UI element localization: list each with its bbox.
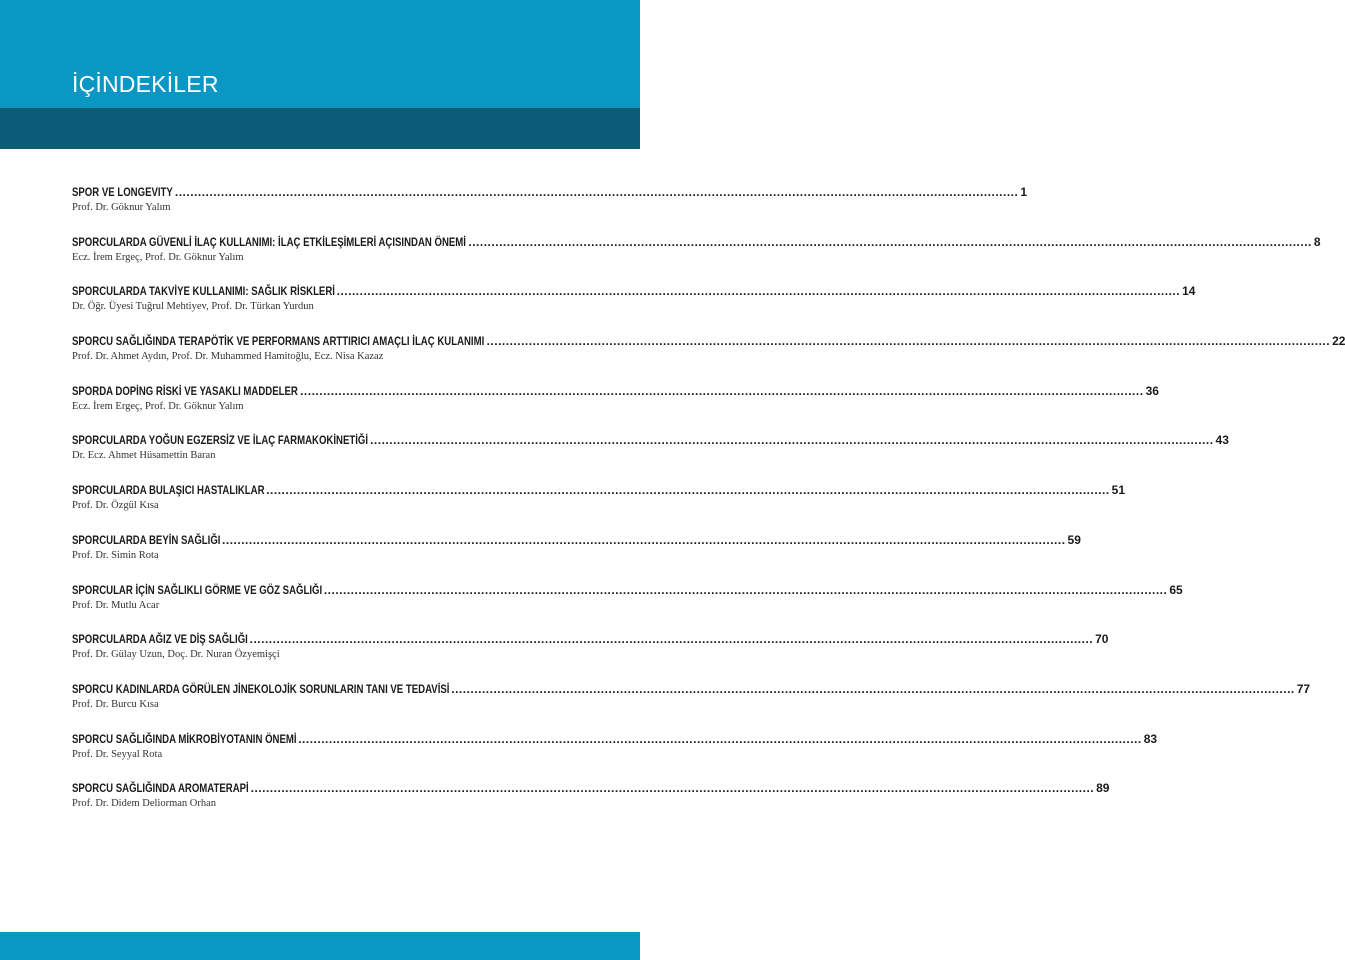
toc-authors: Prof. Dr. Göknur Yalım <box>72 202 171 213</box>
toc-page-number[interactable]: 22 <box>1332 334 1345 349</box>
toc-page-number[interactable]: 36 <box>1145 383 1159 398</box>
toc-dot-leader: ............................................................................................................................................................................................................................ <box>370 433 1214 448</box>
footer-band <box>0 932 640 960</box>
toc-dot-leader: ............................................................................................................................................................................................................................ <box>468 234 1312 249</box>
toc-chapter-title[interactable]: SPOR VE LONGEVITY <box>72 185 173 199</box>
toc-authors: Ecz. İrem Ergeç, Prof. Dr. Göknur Yalım <box>72 400 244 412</box>
toc-entry[interactable] <box>72 432 1229 482</box>
toc-chapter-title[interactable]: SPORCU KADINLARDA GÖRÜLEN JİNEKOLOJİK SORUNLARIN TANI VE TEDAVİSİ <box>72 681 450 696</box>
toc-dot-leader: ............................................................................................................................................................................................................................ <box>250 781 1095 796</box>
toc-authors: Prof. Dr. Mutlu Acar <box>72 599 160 611</box>
toc-chapter-title[interactable]: SPORCULARDA YOĞUN EGZERSİZ VE İLAÇ FARMAKOKİNETİĞİ <box>72 433 369 448</box>
toc-dot-leader: ............................................................................................................................................................................................................................ <box>298 731 1142 746</box>
toc-title-row[interactable] <box>72 780 1110 796</box>
toc-chapter-title[interactable]: SPORCU SAĞLIĞINDA TERAPÖTİK VE PERFORMANS ARTTIRICI AMAÇLI İLAÇ KULANIMI <box>72 334 485 349</box>
toc-entry[interactable] <box>72 482 1126 532</box>
toc-dot-leader: ............................................................................................................................................................................................................................ <box>451 681 1295 696</box>
header-dark-stripe <box>0 108 640 149</box>
toc-page-number[interactable]: 65 <box>1169 582 1183 597</box>
toc-dot-leader: ............................................................................................................................................................................................................................ <box>300 383 1144 398</box>
toc-dot-leader: ............................................................................................................................................................................................................................ <box>323 582 1168 597</box>
toc-title-row[interactable] <box>72 482 1126 498</box>
toc-page-number[interactable]: 59 <box>1067 532 1081 547</box>
toc-page-number[interactable]: 1 <box>1020 185 1028 199</box>
toc-dot-leader: ............................................................................................................................................................................................................................ <box>486 334 1331 349</box>
toc-dot-leader: ............................................................................................................................................................................................................................ <box>222 532 1066 547</box>
toc-chapter-title[interactable]: SPORCULARDA TAKVİYE KULLANIMI: SAĞLIK RİSKLERİ <box>72 284 335 299</box>
toc-chapter-title[interactable]: SPORCULARDA GÜVENLİ İLAÇ KULLANIMI: İLAÇ ETKİLEŞİMLERİ AÇISINDAN ÖNEMİ <box>72 234 466 249</box>
toc-chapter-title[interactable]: SPORDA DOPİNG RİSKİ VE YASAKLI MADDELER <box>72 383 298 398</box>
toc-dot-leader: ............................................................................................................................................................................................................................ <box>266 483 1110 498</box>
toc-title-row[interactable] <box>72 383 1159 399</box>
toc-title-row[interactable] <box>72 234 1321 250</box>
toc-page-number[interactable]: 83 <box>1143 731 1158 746</box>
toc-chapter-title[interactable]: SPORCULARDA AĞIZ VE DİŞ SAĞLIĞI <box>72 632 248 647</box>
toc-entry[interactable] <box>72 283 1196 333</box>
toc-title-row[interactable] <box>72 681 1311 697</box>
toc-chapter-title[interactable]: SPORCULARDA BULAŞICI HASTALIKLAR <box>72 483 265 498</box>
toc-authors: Prof. Dr. Ahmet Aydın, Prof. Dr. Muhammed Hamitoğlu, Ecz. Nisa Kazaz <box>72 351 384 363</box>
toc-title-row[interactable] <box>72 532 1081 548</box>
toc-entry[interactable] <box>72 631 1109 681</box>
toc-page-number[interactable]: 89 <box>1096 781 1110 796</box>
toc-entry[interactable] <box>72 780 1110 830</box>
toc-authors: Prof. Dr. Burcu Kısa <box>72 698 159 710</box>
toc-page-number[interactable]: 77 <box>1296 681 1311 696</box>
toc-dot-leader: ............................................................................................................................................................................................................................ <box>249 632 1094 647</box>
toc-entry[interactable] <box>72 184 1028 234</box>
toc-entry[interactable] <box>72 532 1081 582</box>
toc-authors: Prof. Dr. Gülay Uzun, Doç. Dr. Nuran Özyemişçi <box>72 649 280 661</box>
toc-entry[interactable] <box>72 731 1158 781</box>
table-of-contents <box>72 184 1345 830</box>
toc-page-number[interactable]: 51 <box>1111 483 1126 498</box>
toc-title-row[interactable] <box>72 582 1183 598</box>
toc-authors: Dr. Ecz. Ahmet Hüsamettin Baran <box>72 450 216 462</box>
toc-chapter-title[interactable]: SPORCULAR İÇİN SAĞLIKLI GÖRME VE GÖZ SAĞLIĞI <box>72 582 323 597</box>
toc-authors: Dr. Öğr. Üyesi Tuğrul Mehtiyev, Prof. Dr. Türkan Yurdun <box>72 301 314 313</box>
toc-authors: Prof. Dr. Seyyal Rota <box>72 748 163 760</box>
toc-entry[interactable] <box>72 681 1311 731</box>
toc-dot-leader: ............................................................................................................................................................................................................................ <box>336 284 1181 299</box>
toc-title-row[interactable] <box>72 432 1229 448</box>
toc-page-number[interactable]: 43 <box>1215 433 1229 448</box>
toc-dot-leader: ............................................................................................................................................................................................................................ <box>174 185 1019 199</box>
toc-authors: Prof. Dr. Didem Deliorman Orhan <box>72 798 217 810</box>
toc-page-number[interactable]: 14 <box>1182 284 1196 299</box>
toc-page-number[interactable]: 70 <box>1095 632 1109 647</box>
toc-title-row[interactable] <box>72 184 1028 200</box>
toc-authors: Ecz. İrem Ergeç, Prof. Dr. Göknur Yalım <box>72 251 244 263</box>
toc-title-row[interactable] <box>72 631 1109 647</box>
toc-title-row[interactable] <box>72 333 1345 349</box>
toc-chapter-title[interactable]: SPORCU SAĞLIĞINDA AROMATERAPİ <box>72 781 249 796</box>
toc-entry[interactable] <box>72 383 1159 433</box>
toc-page-number[interactable]: 8 <box>1313 234 1321 249</box>
toc-chapter-title[interactable]: SPORCULARDA BEYİN SAĞLIĞI <box>72 532 221 547</box>
toc-title-row[interactable] <box>72 283 1196 299</box>
toc-entry[interactable] <box>72 582 1183 632</box>
toc-chapter-title[interactable]: SPORCU SAĞLIĞINDA MİKROBİYOTANIN ÖNEMİ <box>72 731 297 746</box>
toc-entry[interactable] <box>72 234 1321 284</box>
toc-authors: Prof. Dr. Özgül Kısa <box>72 500 159 512</box>
toc-authors: Prof. Dr. Simin Rota <box>72 549 159 561</box>
page-title: İÇİNDEKİLER <box>72 71 219 97</box>
toc-title-row[interactable] <box>72 731 1158 747</box>
toc-entry[interactable] <box>72 333 1345 383</box>
